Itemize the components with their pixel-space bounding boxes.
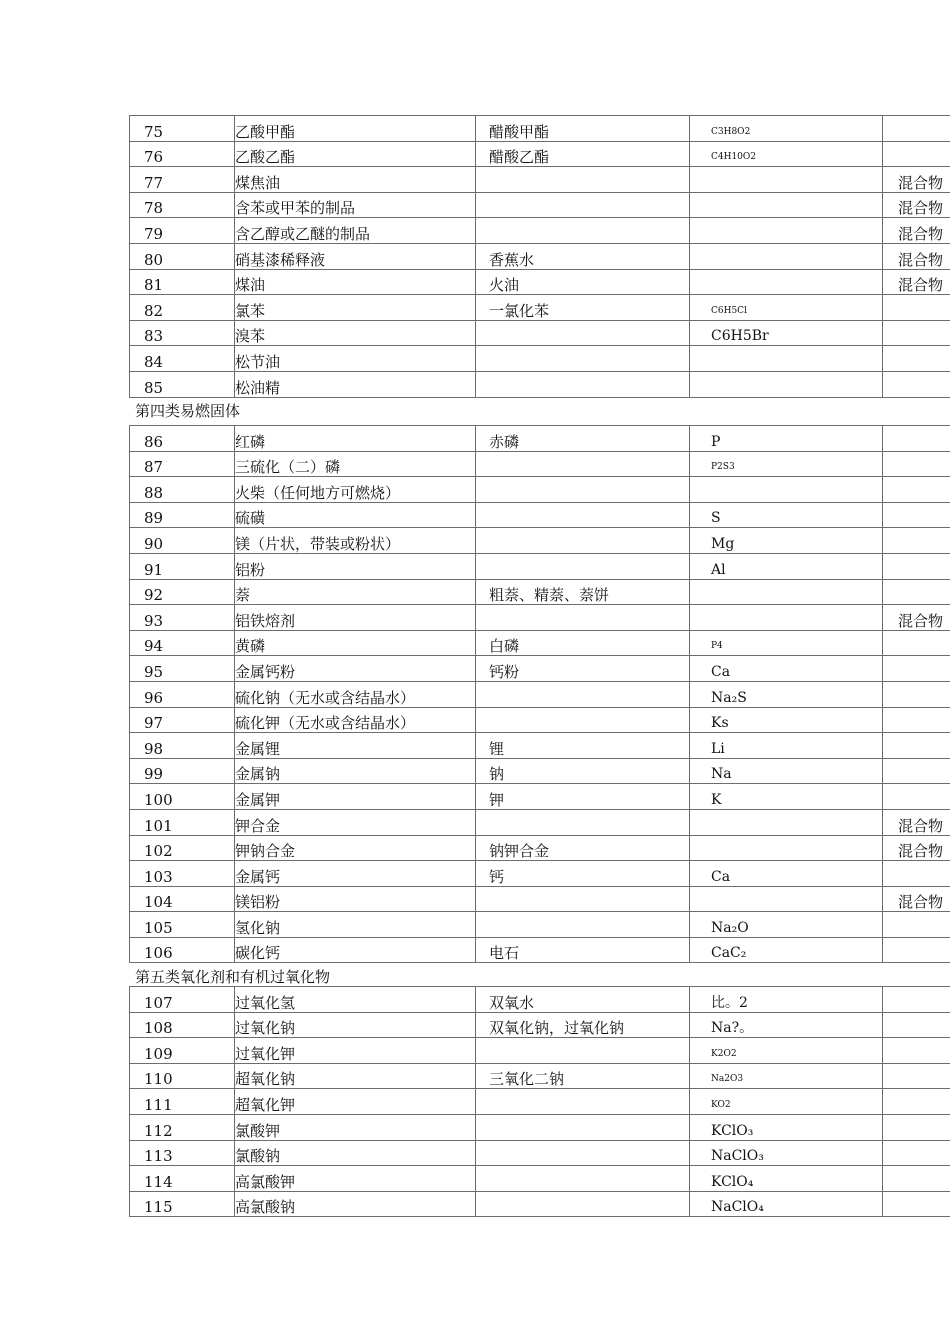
chemical-name: 金属钾 [235, 784, 476, 810]
chemical-alias: 双氧化钠，过氧化钠 [476, 1012, 690, 1038]
chemical-note [883, 451, 950, 477]
row-number: 109 [130, 1038, 235, 1064]
chemical-note [883, 1012, 950, 1038]
chemical-alias [476, 1038, 690, 1064]
chemical-note [883, 502, 950, 528]
chemical-name: 溴苯 [235, 320, 476, 346]
chemical-formula [690, 243, 883, 269]
chemical-alias: 钾 [476, 784, 690, 810]
chemical-formula: KClO₃ [690, 1114, 883, 1140]
table-row [130, 912, 950, 938]
chemical-note [883, 656, 950, 682]
chemical-alias [476, 809, 690, 835]
chemical-formula [690, 269, 883, 295]
chemicals-table-flammable-solids [129, 425, 950, 963]
chemical-formula: Na₂S [690, 681, 883, 707]
row-number: 115 [130, 1191, 235, 1217]
row-number: 104 [130, 886, 235, 912]
chemical-note [883, 758, 950, 784]
chemical-note [883, 630, 950, 656]
table-row [130, 605, 950, 631]
chemical-name: 黄磷 [235, 630, 476, 656]
table-row [130, 784, 950, 810]
chemical-note: 混合物 [883, 835, 950, 861]
chemical-alias: 电石 [476, 937, 690, 963]
row-number: 100 [130, 784, 235, 810]
chemical-note [883, 579, 950, 605]
chemical-name: 超氧化钾 [235, 1089, 476, 1115]
table-row [130, 295, 950, 321]
chemical-formula: S [690, 502, 883, 528]
chemical-name: 碳化钙 [235, 937, 476, 963]
chemical-name: 硫磺 [235, 502, 476, 528]
chemical-name: 松节油 [235, 346, 476, 372]
chemical-name: 过氧化钠 [235, 1012, 476, 1038]
chemical-name: 钾合金 [235, 809, 476, 835]
chemical-note: 混合物 [883, 243, 950, 269]
chemical-name: 红磷 [235, 426, 476, 452]
chemical-formula: Al [690, 553, 883, 579]
table-row [130, 553, 950, 579]
table-row [130, 116, 950, 142]
chemical-name: 煤油 [235, 269, 476, 295]
chemical-formula: Ks [690, 707, 883, 733]
chemical-name: 金属钠 [235, 758, 476, 784]
row-number: 99 [130, 758, 235, 784]
chemical-alias: 白磷 [476, 630, 690, 656]
table-row [130, 987, 950, 1013]
row-number: 77 [130, 167, 235, 193]
chemical-note [883, 295, 950, 321]
chemical-note [883, 1114, 950, 1140]
table-row [130, 346, 950, 372]
table-row [130, 835, 950, 861]
section-heading-class4: 第四类易燃固体 [135, 402, 241, 420]
chemical-name: 含乙醇或乙醚的制品 [235, 218, 476, 244]
table-row [130, 528, 950, 554]
chemical-name: 金属钙 [235, 861, 476, 887]
chemical-alias [476, 167, 690, 193]
chemical-note [883, 987, 950, 1013]
chemical-note [883, 784, 950, 810]
chemical-formula [690, 605, 883, 631]
chemical-note [883, 912, 950, 938]
chemical-name: 三硫化（二）磷 [235, 451, 476, 477]
chemical-note: 混合物 [883, 809, 950, 835]
chemical-note [883, 1038, 950, 1064]
table-row [130, 1012, 950, 1038]
chemical-alias [476, 477, 690, 503]
row-number: 84 [130, 346, 235, 372]
row-number: 90 [130, 528, 235, 554]
table-row [130, 141, 950, 167]
table-row [130, 320, 950, 346]
table-row [130, 809, 950, 835]
row-number: 95 [130, 656, 235, 682]
chemical-note [883, 141, 950, 167]
chemical-formula: KO2 [690, 1089, 883, 1115]
chemical-alias [476, 1166, 690, 1192]
chemical-name: 过氧化钾 [235, 1038, 476, 1064]
table-row [130, 1038, 950, 1064]
table-row [130, 1166, 950, 1192]
row-number: 81 [130, 269, 235, 295]
chemical-formula [690, 192, 883, 218]
chemical-alias: 三氧化二钠 [476, 1063, 690, 1089]
table-row [130, 758, 950, 784]
table-section-top [129, 115, 944, 398]
chemical-name: 氯苯 [235, 295, 476, 321]
chemical-name: 煤焦油 [235, 167, 476, 193]
chemicals-table-oxidizers [129, 986, 950, 1217]
table-row [130, 1089, 950, 1115]
table-row [130, 579, 950, 605]
chemical-name: 过氧化氢 [235, 987, 476, 1013]
chemical-formula: P2S3 [690, 451, 883, 477]
chemical-name: 高氯酸钠 [235, 1191, 476, 1217]
chemical-formula [690, 579, 883, 605]
chemical-alias: 锂 [476, 733, 690, 759]
chemical-alias [476, 371, 690, 397]
chemical-alias: 钙 [476, 861, 690, 887]
chemical-alias [476, 218, 690, 244]
chemical-formula: 比。2 [690, 987, 883, 1013]
chemical-formula: C6H5Br [690, 320, 883, 346]
chemical-alias: 粗萘、精萘、萘饼 [476, 579, 690, 605]
chemical-alias [476, 192, 690, 218]
row-number: 79 [130, 218, 235, 244]
chemical-alias [476, 1114, 690, 1140]
chemical-formula: CaC₂ [690, 937, 883, 963]
row-number: 78 [130, 192, 235, 218]
table-row [130, 937, 950, 963]
chemical-alias [476, 1089, 690, 1115]
chemical-note [883, 426, 950, 452]
chemical-formula: C6H5Cl [690, 295, 883, 321]
chemical-name: 硫化钠（无水或含结晶水） [235, 681, 476, 707]
chemical-formula: Na [690, 758, 883, 784]
chemical-name: 萘 [235, 579, 476, 605]
table-row [130, 167, 950, 193]
chemical-note [883, 553, 950, 579]
chemical-formula: NaClO₃ [690, 1140, 883, 1166]
table-row [130, 1191, 950, 1217]
section-heading-class5: 第五类氧化剂和有机过氧化物 [135, 968, 331, 986]
chemical-note [883, 477, 950, 503]
chemical-name: 氯酸钾 [235, 1114, 476, 1140]
chemical-name: 硝基漆稀释液 [235, 243, 476, 269]
table-row [130, 1140, 950, 1166]
table-row [130, 451, 950, 477]
chemical-formula: NaClO₄ [690, 1191, 883, 1217]
row-number: 83 [130, 320, 235, 346]
chemical-note [883, 861, 950, 887]
row-number: 89 [130, 502, 235, 528]
row-number: 76 [130, 141, 235, 167]
chemical-alias [476, 886, 690, 912]
table-row [130, 371, 950, 397]
chemical-formula: KClO₄ [690, 1166, 883, 1192]
table-section-mid [129, 425, 944, 963]
chemical-name: 硫化钾（无水或含结晶水） [235, 707, 476, 733]
chemical-formula: P [690, 426, 883, 452]
chemical-alias: 一氯化苯 [476, 295, 690, 321]
chemical-name: 金属钙粉 [235, 656, 476, 682]
chemical-alias [476, 912, 690, 938]
row-number: 96 [130, 681, 235, 707]
table-row [130, 656, 950, 682]
row-number: 105 [130, 912, 235, 938]
chemical-name: 含苯或甲苯的制品 [235, 192, 476, 218]
chemical-formula [690, 218, 883, 244]
table-row [130, 886, 950, 912]
chemical-formula: C3H8O2 [690, 116, 883, 142]
chemical-note [883, 1191, 950, 1217]
row-number: 111 [130, 1089, 235, 1115]
chemical-note [883, 320, 950, 346]
row-number: 112 [130, 1114, 235, 1140]
table-row [130, 477, 950, 503]
chemical-formula: Li [690, 733, 883, 759]
chemical-formula [690, 371, 883, 397]
table-row [130, 630, 950, 656]
chemical-formula: Ca [690, 861, 883, 887]
chemical-name: 金属锂 [235, 733, 476, 759]
chemical-note [883, 1089, 950, 1115]
row-number: 86 [130, 426, 235, 452]
chemical-note: 混合物 [883, 192, 950, 218]
chemical-formula [690, 886, 883, 912]
chemical-alias [476, 553, 690, 579]
row-number: 75 [130, 116, 235, 142]
chemical-note [883, 707, 950, 733]
row-number: 108 [130, 1012, 235, 1038]
chemical-formula: Na?。 [690, 1012, 883, 1038]
chemical-note [883, 346, 950, 372]
chemical-note [883, 371, 950, 397]
table-row [130, 707, 950, 733]
chemical-name: 超氧化钠 [235, 1063, 476, 1089]
row-number: 101 [130, 809, 235, 835]
table-row [130, 1114, 950, 1140]
chemical-note [883, 116, 950, 142]
table-row [130, 269, 950, 295]
chemical-name: 氢化钠 [235, 912, 476, 938]
chemical-note: 混合物 [883, 886, 950, 912]
row-number: 82 [130, 295, 235, 321]
chemical-formula: K [690, 784, 883, 810]
chemical-formula: P4 [690, 630, 883, 656]
chemical-name: 松油精 [235, 371, 476, 397]
table-row [130, 733, 950, 759]
table-row [130, 681, 950, 707]
chemical-formula [690, 346, 883, 372]
chemical-formula [690, 835, 883, 861]
chemical-formula [690, 809, 883, 835]
chemical-alias [476, 681, 690, 707]
chemicals-table-top [129, 115, 950, 398]
table-section-bottom [129, 986, 909, 1217]
row-number: 114 [130, 1166, 235, 1192]
chemical-note [883, 681, 950, 707]
chemical-formula: Mg [690, 528, 883, 554]
chemical-alias: 钠钾合金 [476, 835, 690, 861]
chemical-name: 火柴（任何地方可燃烧） [235, 477, 476, 503]
chemical-name: 镁（片状，带装或粉状） [235, 528, 476, 554]
table-row [130, 861, 950, 887]
row-number: 94 [130, 630, 235, 656]
row-number: 87 [130, 451, 235, 477]
chemical-alias [476, 1140, 690, 1166]
table-row [130, 1063, 950, 1089]
row-number: 93 [130, 605, 235, 631]
chemical-name: 镁铝粉 [235, 886, 476, 912]
table-row [130, 218, 950, 244]
chemical-note [883, 733, 950, 759]
chemical-alias [476, 451, 690, 477]
chemical-alias: 香蕉水 [476, 243, 690, 269]
row-number: 91 [130, 553, 235, 579]
row-number: 85 [130, 371, 235, 397]
chemical-alias: 醋酸甲酯 [476, 116, 690, 142]
chemical-note [883, 528, 950, 554]
chemical-formula: C4H10O2 [690, 141, 883, 167]
chemical-note [883, 1166, 950, 1192]
row-number: 80 [130, 243, 235, 269]
chemical-name: 乙酸甲酯 [235, 116, 476, 142]
chemical-name: 钾钠合金 [235, 835, 476, 861]
chemical-alias [476, 707, 690, 733]
row-number: 113 [130, 1140, 235, 1166]
chemical-name: 乙酸乙酯 [235, 141, 476, 167]
chemical-alias: 钙粉 [476, 656, 690, 682]
chemical-formula: Na₂O [690, 912, 883, 938]
row-number: 102 [130, 835, 235, 861]
chemical-alias: 醋酸乙酯 [476, 141, 690, 167]
chemical-note [883, 1063, 950, 1089]
chemical-alias: 钠 [476, 758, 690, 784]
chemical-formula: K2O2 [690, 1038, 883, 1064]
chemical-formula [690, 167, 883, 193]
chemical-alias [476, 346, 690, 372]
chemical-alias: 双氧水 [476, 987, 690, 1013]
chemical-alias [476, 1191, 690, 1217]
row-number: 88 [130, 477, 235, 503]
row-number: 106 [130, 937, 235, 963]
chemical-formula [690, 477, 883, 503]
row-number: 110 [130, 1063, 235, 1089]
table-row [130, 192, 950, 218]
row-number: 103 [130, 861, 235, 887]
chemical-note: 混合物 [883, 167, 950, 193]
chemical-note: 混合物 [883, 605, 950, 631]
chemical-formula: Na2O3 [690, 1063, 883, 1089]
chemical-name: 高氯酸钾 [235, 1166, 476, 1192]
row-number: 92 [130, 579, 235, 605]
chemical-note: 混合物 [883, 269, 950, 295]
chemical-note [883, 1140, 950, 1166]
chemical-alias [476, 502, 690, 528]
table-row [130, 502, 950, 528]
chemical-alias [476, 605, 690, 631]
row-number: 107 [130, 987, 235, 1013]
chemical-note [883, 937, 950, 963]
table-row [130, 243, 950, 269]
chemical-name: 氯酸钠 [235, 1140, 476, 1166]
chemical-formula: Ca [690, 656, 883, 682]
row-number: 98 [130, 733, 235, 759]
chemical-name: 铝粉 [235, 553, 476, 579]
table-row [130, 426, 950, 452]
chemical-alias: 赤磷 [476, 426, 690, 452]
row-number: 97 [130, 707, 235, 733]
chemical-alias [476, 320, 690, 346]
chemical-note: 混合物 [883, 218, 950, 244]
chemical-alias: 火油 [476, 269, 690, 295]
chemical-alias [476, 528, 690, 554]
chemical-name: 铝铁熔剂 [235, 605, 476, 631]
